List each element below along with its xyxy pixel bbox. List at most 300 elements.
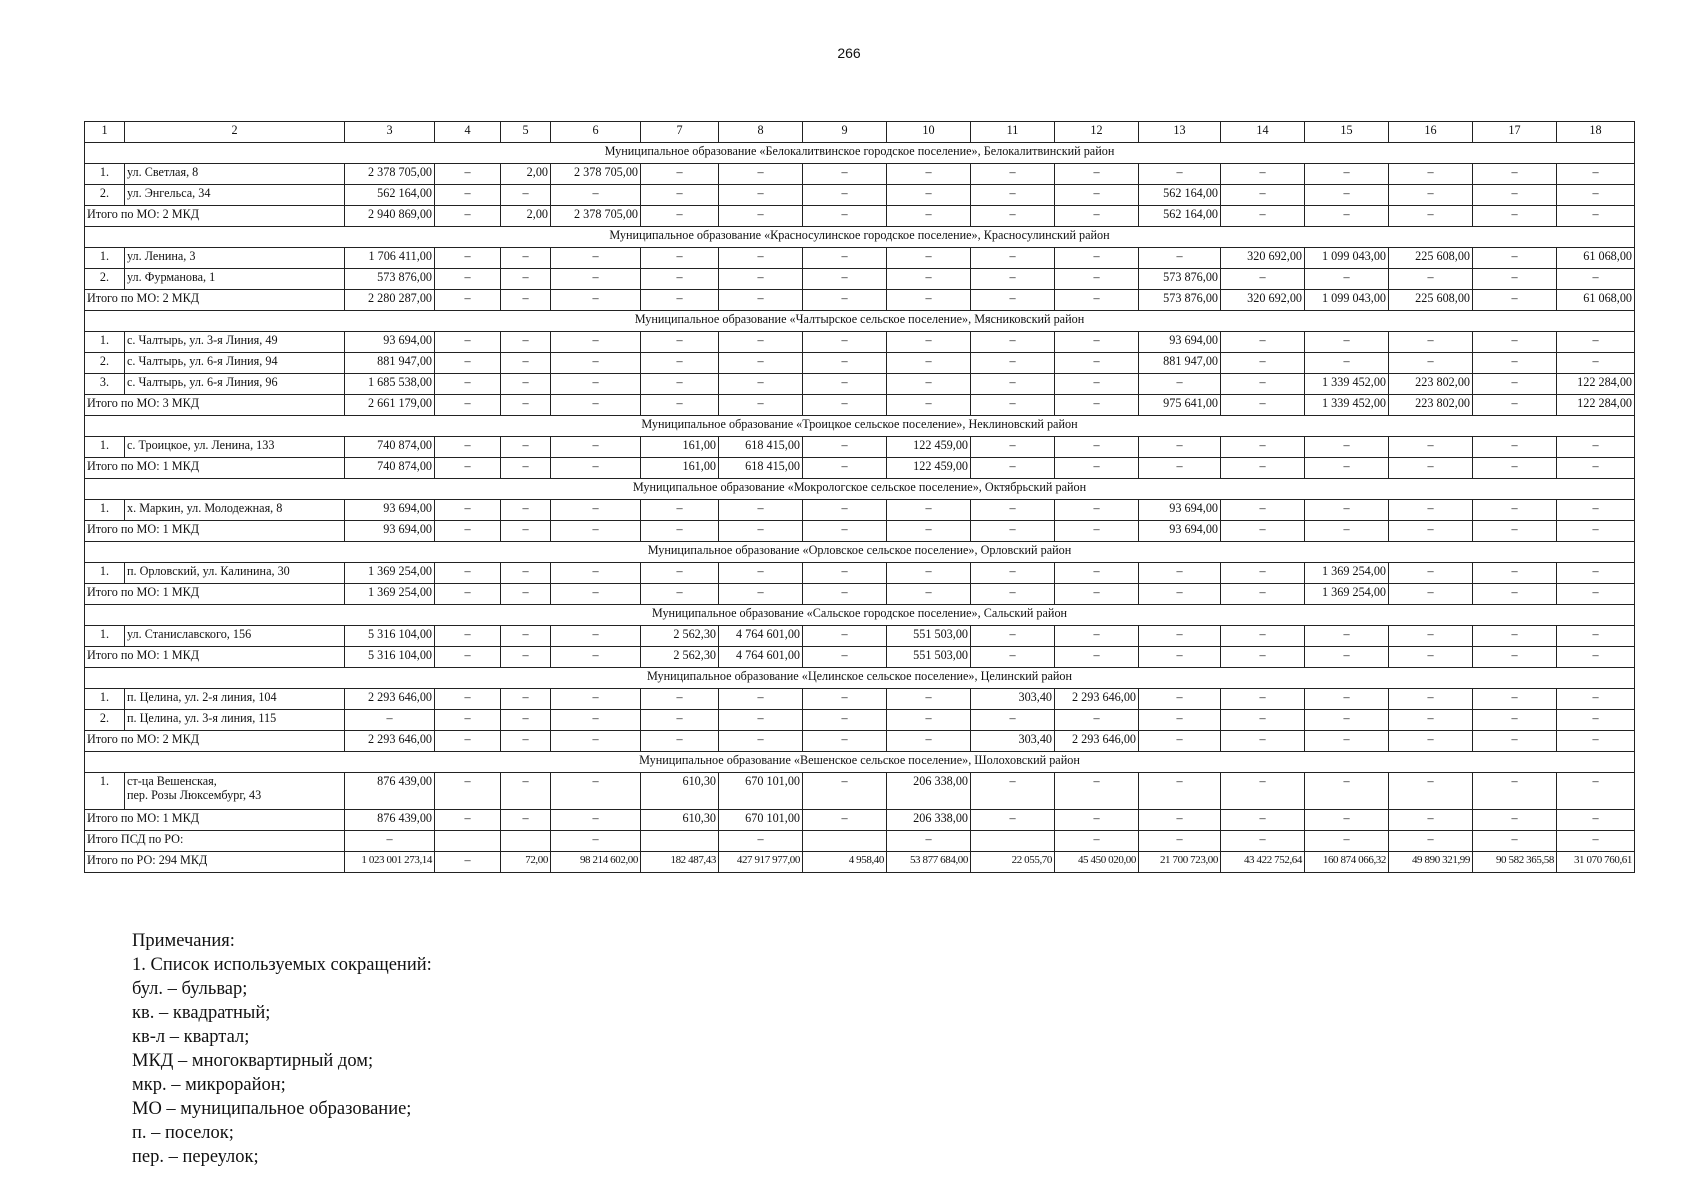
- table-cell: –: [1055, 164, 1139, 185]
- table-cell: –: [435, 185, 501, 206]
- table-cell: –: [501, 185, 551, 206]
- table-cell: –: [1055, 269, 1139, 290]
- table-cell: –: [1557, 458, 1635, 479]
- table-cell: –: [1221, 584, 1305, 605]
- table-cell: 2 661 179,00: [345, 395, 435, 416]
- table-cell: 61 068,00: [1557, 248, 1635, 269]
- table-cell: –: [551, 521, 641, 542]
- table-cell: 2 378 705,00: [345, 164, 435, 185]
- table-cell: –: [803, 164, 887, 185]
- table-cell: –: [1305, 521, 1389, 542]
- table-cell: –: [1305, 773, 1389, 810]
- table-cell: 3.: [85, 374, 125, 395]
- table-cell: –: [501, 269, 551, 290]
- table-cell: –: [887, 164, 971, 185]
- table-cell: –: [803, 773, 887, 810]
- table-cell: –: [803, 731, 887, 752]
- table-cell: 206 338,00: [887, 773, 971, 810]
- table-cell: –: [641, 353, 719, 374]
- table-cell: Итого по МО: 2 МКД: [85, 206, 345, 227]
- total-row: [85, 290, 1635, 311]
- total-row: [85, 458, 1635, 479]
- table-cell: –: [1557, 647, 1635, 668]
- table-cell: 876 439,00: [345, 773, 435, 810]
- table-cell: –: [887, 290, 971, 311]
- table-row: [85, 353, 1635, 374]
- table-cell: –: [1305, 500, 1389, 521]
- table-cell: 1.: [85, 437, 125, 458]
- section-title-row: [85, 668, 1635, 689]
- table-cell: –: [435, 521, 501, 542]
- table-cell: [803, 831, 887, 852]
- table-cell: –: [1221, 731, 1305, 752]
- table-cell: 1.: [85, 164, 125, 185]
- table-cell: –: [1473, 353, 1557, 374]
- table-cell: 122 459,00: [887, 437, 971, 458]
- table-cell: –: [501, 437, 551, 458]
- table-row: [85, 269, 1635, 290]
- table-cell: –: [641, 269, 719, 290]
- table-cell: 2 940 869,00: [345, 206, 435, 227]
- table-cell: –: [1055, 563, 1139, 584]
- table-cell: –: [501, 647, 551, 668]
- table-cell: 182 487,43: [641, 852, 719, 873]
- table-cell: –: [803, 353, 887, 374]
- table-cell: –: [501, 773, 551, 810]
- table-cell: 4: [435, 122, 501, 143]
- table-cell: 1.: [85, 500, 125, 521]
- table-cell: –: [803, 290, 887, 311]
- table-cell: –: [435, 248, 501, 269]
- table-cell: 6: [551, 122, 641, 143]
- table-cell: 98 214 602,00: [551, 852, 641, 873]
- table-cell: 12: [1055, 122, 1139, 143]
- table-cell: 1.: [85, 773, 125, 810]
- table-cell: с. Чалтырь, ул. 6-я Линия, 94: [125, 353, 345, 374]
- table-cell: 122 284,00: [1557, 374, 1635, 395]
- table-cell: 4 764 601,00: [719, 647, 803, 668]
- table-cell: –: [1221, 521, 1305, 542]
- table-cell: –: [641, 374, 719, 395]
- table-cell: –: [971, 164, 1055, 185]
- table-cell: –: [1557, 689, 1635, 710]
- table-cell: Муниципальное образование «Вешенское сельское поселение», Шолоховский район: [85, 752, 1635, 773]
- table-cell: –: [551, 584, 641, 605]
- note-line: п. – поселок;: [132, 1123, 234, 1143]
- table-row: [85, 374, 1635, 395]
- table-cell: 4 764 601,00: [719, 626, 803, 647]
- table-cell: –: [1473, 164, 1557, 185]
- table-cell: –: [501, 689, 551, 710]
- table-cell: –: [719, 521, 803, 542]
- table-cell: 16: [1389, 122, 1473, 143]
- table-cell: Муниципальное образование «Мокрологское сельское поселение», Октябрьский район: [85, 479, 1635, 500]
- table-cell: –: [971, 773, 1055, 810]
- table-cell: –: [1389, 584, 1473, 605]
- section-title-row: [85, 479, 1635, 500]
- table-cell: Итого по РО: 294 МКД: [85, 852, 345, 873]
- table-cell: –: [1305, 810, 1389, 831]
- table-cell: –: [501, 710, 551, 731]
- table-cell: –: [887, 206, 971, 227]
- table-cell: –: [887, 332, 971, 353]
- table-cell: –: [1221, 374, 1305, 395]
- table-cell: 573 876,00: [1139, 269, 1221, 290]
- table-cell: –: [1305, 332, 1389, 353]
- table-cell: 573 876,00: [345, 269, 435, 290]
- table-cell: –: [1221, 164, 1305, 185]
- table-cell: –: [1389, 164, 1473, 185]
- table-cell: 1.: [85, 563, 125, 584]
- table-cell: ул. Станиславского, 156: [125, 626, 345, 647]
- table-cell: –: [1389, 437, 1473, 458]
- note-line: бул. – бульвар;: [132, 979, 248, 999]
- table-cell: Итого по МО: 3 МКД: [85, 395, 345, 416]
- table-cell: –: [887, 395, 971, 416]
- table-cell: –: [435, 852, 501, 873]
- table-cell: с. Чалтырь, ул. 3-я Линия, 49: [125, 332, 345, 353]
- table-cell: –: [887, 353, 971, 374]
- table-cell: 11: [971, 122, 1055, 143]
- table-cell: –: [435, 563, 501, 584]
- table-cell: –: [1473, 458, 1557, 479]
- table-cell: –: [1055, 584, 1139, 605]
- table-cell: –: [971, 185, 1055, 206]
- table-cell: –: [971, 437, 1055, 458]
- note-line: пер. – переулок;: [132, 1147, 259, 1167]
- table-cell: Итого по МО: 2 МКД: [85, 290, 345, 311]
- table-cell: 618 415,00: [719, 437, 803, 458]
- table-cell: 2.: [85, 269, 125, 290]
- table-cell: 122 284,00: [1557, 395, 1635, 416]
- table-cell: 2.: [85, 185, 125, 206]
- table-cell: 2 562,30: [641, 626, 719, 647]
- table-cell: –: [551, 458, 641, 479]
- table-cell: –: [1557, 437, 1635, 458]
- table-cell: –: [1055, 395, 1139, 416]
- table-cell: –: [1557, 563, 1635, 584]
- table-cell: 13: [1139, 122, 1221, 143]
- table-cell: 72,00: [501, 852, 551, 873]
- table-cell: –: [803, 185, 887, 206]
- table-cell: 9: [803, 122, 887, 143]
- table-cell: 223 802,00: [1389, 395, 1473, 416]
- section-title-row: [85, 605, 1635, 626]
- note-line: МКД – многоквартирный дом;: [132, 1051, 374, 1071]
- table-row: [85, 164, 1635, 185]
- table-cell: –: [1055, 437, 1139, 458]
- table-cell: –: [1221, 437, 1305, 458]
- table-cell: –: [719, 831, 803, 852]
- table-cell: ул. Энгельса, 34: [125, 185, 345, 206]
- table-cell: –: [1055, 810, 1139, 831]
- table-cell: 740 874,00: [345, 437, 435, 458]
- table-cell: 31 070 760,61: [1557, 852, 1635, 873]
- table-cell: –: [887, 500, 971, 521]
- total-row: [85, 647, 1635, 668]
- table-cell: Муниципальное образование «Красносулинское городское поселение», Красносулинский район: [85, 227, 1635, 248]
- table-cell: 1 369 254,00: [345, 584, 435, 605]
- table-cell: –: [551, 332, 641, 353]
- table-cell: –: [971, 563, 1055, 584]
- table-cell: –: [551, 269, 641, 290]
- table-cell: –: [435, 395, 501, 416]
- table-cell: 223 802,00: [1389, 374, 1473, 395]
- table-cell: 10: [887, 122, 971, 143]
- table-cell: –: [435, 353, 501, 374]
- table-cell: –: [1389, 810, 1473, 831]
- table-cell: 17: [1473, 122, 1557, 143]
- table-cell: –: [641, 731, 719, 752]
- table-cell: –: [501, 353, 551, 374]
- table-cell: –: [971, 206, 1055, 227]
- table-cell: 1 685 538,00: [345, 374, 435, 395]
- table-cell: –: [1305, 269, 1389, 290]
- table-cell: –: [1389, 731, 1473, 752]
- table-cell: –: [803, 584, 887, 605]
- table-cell: –: [1305, 164, 1389, 185]
- table-cell: –: [803, 248, 887, 269]
- table-cell: –: [719, 563, 803, 584]
- table-cell: –: [1055, 773, 1139, 810]
- table-cell: –: [1221, 458, 1305, 479]
- table-cell: –: [1473, 831, 1557, 852]
- table-cell: –: [971, 374, 1055, 395]
- table-cell: 618 415,00: [719, 458, 803, 479]
- table-cell: –: [1139, 437, 1221, 458]
- table-cell: –: [1139, 831, 1221, 852]
- total-row: [85, 731, 1635, 752]
- table-cell: –: [1221, 332, 1305, 353]
- table-cell: –: [1305, 831, 1389, 852]
- table-cell: –: [1221, 689, 1305, 710]
- table-cell: –: [501, 584, 551, 605]
- table-cell: Итого по МО: 2 МКД: [85, 731, 345, 752]
- table-cell: 562 164,00: [345, 185, 435, 206]
- table-cell: –: [1139, 584, 1221, 605]
- table-cell: –: [1389, 185, 1473, 206]
- table-cell: –: [1055, 332, 1139, 353]
- table-cell: 320 692,00: [1221, 248, 1305, 269]
- table-cell: 2 378 705,00: [551, 206, 641, 227]
- table-cell: 2,00: [501, 164, 551, 185]
- table-cell: –: [1473, 584, 1557, 605]
- table-cell: 93 694,00: [1139, 521, 1221, 542]
- table-cell: 610,30: [641, 810, 719, 831]
- table-cell: –: [719, 500, 803, 521]
- table-cell: –: [1139, 689, 1221, 710]
- table-cell: 1 369 254,00: [1305, 563, 1389, 584]
- table-cell: –: [551, 353, 641, 374]
- table-cell: Муниципальное образование «Чалтырское сельское поселение», Мясниковский район: [85, 311, 1635, 332]
- table-cell: –: [971, 521, 1055, 542]
- table-row: [85, 248, 1635, 269]
- table-cell: –: [1055, 374, 1139, 395]
- table-cell: 7: [641, 122, 719, 143]
- table-cell: –: [435, 269, 501, 290]
- table-cell: –: [1473, 290, 1557, 311]
- table-cell: –: [1221, 185, 1305, 206]
- table-cell: –: [719, 731, 803, 752]
- table-cell: –: [803, 563, 887, 584]
- table-cell: –: [719, 584, 803, 605]
- table-cell: –: [551, 290, 641, 311]
- table-cell: 14: [1221, 122, 1305, 143]
- psd-total-row: [85, 831, 1635, 852]
- table-cell: 1 706 411,00: [345, 248, 435, 269]
- table-cell: 2.: [85, 710, 125, 731]
- table-cell: –: [551, 437, 641, 458]
- table-cell: –: [719, 164, 803, 185]
- table-cell: Итого по МО: 1 МКД: [85, 810, 345, 831]
- table-cell: –: [803, 521, 887, 542]
- table-cell: –: [1473, 563, 1557, 584]
- table-cell: –: [435, 647, 501, 668]
- table-cell: –: [1055, 353, 1139, 374]
- table-cell: –: [1139, 164, 1221, 185]
- table-cell: 93 694,00: [1139, 500, 1221, 521]
- table-cell: –: [1473, 521, 1557, 542]
- table-cell: 225 608,00: [1389, 248, 1473, 269]
- table-cell: –: [887, 248, 971, 269]
- table-cell: –: [1221, 626, 1305, 647]
- table-cell: 1 339 452,00: [1305, 395, 1389, 416]
- table-cell: –: [435, 584, 501, 605]
- table-cell: –: [719, 185, 803, 206]
- table-cell: 573 876,00: [1139, 290, 1221, 311]
- table-cell: –: [551, 731, 641, 752]
- table-cell: –: [1557, 521, 1635, 542]
- table-cell: –: [1055, 206, 1139, 227]
- table-cell: 21 700 723,00: [1139, 852, 1221, 873]
- table-cell: ст-ца Вешенская, пер. Розы Люксембург, 43: [125, 773, 345, 810]
- table-cell: –: [641, 563, 719, 584]
- table-cell: –: [435, 500, 501, 521]
- table-cell: –: [435, 773, 501, 810]
- table-cell: 161,00: [641, 458, 719, 479]
- table-cell: –: [501, 521, 551, 542]
- table-cell: –: [1305, 626, 1389, 647]
- table-row: [85, 773, 1635, 810]
- table-cell: –: [1221, 710, 1305, 731]
- table-cell: –: [1055, 831, 1139, 852]
- table-cell: 303,40: [971, 731, 1055, 752]
- table-row: [85, 185, 1635, 206]
- table-cell: –: [887, 731, 971, 752]
- table-cell: 1.: [85, 332, 125, 353]
- table-cell: 8: [719, 122, 803, 143]
- table-cell: –: [803, 500, 887, 521]
- section-title-row: [85, 542, 1635, 563]
- table-cell: –: [971, 395, 1055, 416]
- table-cell: 320 692,00: [1221, 290, 1305, 311]
- total-row: [85, 206, 1635, 227]
- section-title-row: [85, 416, 1635, 437]
- table-cell: ул. Светлая, 8: [125, 164, 345, 185]
- table-row: [85, 437, 1635, 458]
- table-cell: 1 369 254,00: [1305, 584, 1389, 605]
- table-cell: –: [887, 269, 971, 290]
- table-cell: –: [1473, 500, 1557, 521]
- table-cell: с. Троицкое, ул. Ленина, 133: [125, 437, 345, 458]
- table-cell: –: [1557, 810, 1635, 831]
- table-cell: –: [1139, 626, 1221, 647]
- table-row: [85, 332, 1635, 353]
- table-cell: –: [641, 290, 719, 311]
- table-cell: –: [501, 248, 551, 269]
- table-cell: –: [887, 689, 971, 710]
- table-cell: 2 293 646,00: [1055, 731, 1139, 752]
- table-row: [85, 689, 1635, 710]
- table-cell: 160 874 066,32: [1305, 852, 1389, 873]
- table-cell: –: [501, 395, 551, 416]
- table-cell: –: [641, 500, 719, 521]
- table-cell: –: [1389, 647, 1473, 668]
- table-cell: –: [551, 185, 641, 206]
- table-cell: –: [971, 332, 1055, 353]
- table-cell: –: [641, 521, 719, 542]
- table-cell: Итого по МО: 1 МКД: [85, 584, 345, 605]
- table-cell: 4 958,40: [803, 852, 887, 873]
- table-cell: –: [971, 584, 1055, 605]
- table-cell: –: [1557, 500, 1635, 521]
- table-cell: –: [803, 395, 887, 416]
- notes-heading: Примечания:: [132, 931, 235, 951]
- table-cell: п. Орловский, ул. Калинина, 30: [125, 563, 345, 584]
- table-cell: –: [501, 563, 551, 584]
- table-cell: 90 582 365,58: [1473, 852, 1557, 873]
- table-cell: –: [1221, 831, 1305, 852]
- table-cell: –: [1389, 626, 1473, 647]
- section-title-row: [85, 752, 1635, 773]
- table-cell: ул. Ленина, 3: [125, 248, 345, 269]
- table-cell: 2 293 646,00: [345, 731, 435, 752]
- table-cell: –: [971, 353, 1055, 374]
- grand-total-row: [85, 852, 1635, 873]
- table-cell: –: [971, 269, 1055, 290]
- note-line: мкр. – микрорайон;: [132, 1075, 286, 1095]
- table-cell: –: [1221, 773, 1305, 810]
- table-cell: 740 874,00: [345, 458, 435, 479]
- table-cell: Муниципальное образование «Белокалитвинское городское поселение», Белокалитвинский район: [85, 143, 1635, 164]
- table-cell: –: [971, 710, 1055, 731]
- table-cell: –: [1221, 269, 1305, 290]
- table-cell: –: [971, 248, 1055, 269]
- table-cell: Муниципальное образование «Целинское сельское поселение», Целинский район: [85, 668, 1635, 689]
- table-cell: –: [1389, 831, 1473, 852]
- table-cell: Итого по МО: 1 МКД: [85, 521, 345, 542]
- table-cell: –: [1473, 773, 1557, 810]
- table-cell: 1 099 043,00: [1305, 248, 1389, 269]
- table-cell: –: [1139, 810, 1221, 831]
- section-title-row: [85, 227, 1635, 248]
- table-cell: –: [1055, 710, 1139, 731]
- table-cell: –: [971, 626, 1055, 647]
- table-cell: –: [887, 521, 971, 542]
- table-cell: –: [1055, 521, 1139, 542]
- table-cell: –: [551, 647, 641, 668]
- table-cell: п. Целина, ул. 3-я линия, 115: [125, 710, 345, 731]
- table-cell: 5 316 104,00: [345, 626, 435, 647]
- total-row: [85, 521, 1635, 542]
- table-cell: –: [1389, 269, 1473, 290]
- table-cell: 5: [501, 122, 551, 143]
- table-cell: 670 101,00: [719, 773, 803, 810]
- table-cell: –: [435, 689, 501, 710]
- table-cell: –: [719, 689, 803, 710]
- table-cell: Итого по МО: 1 МКД: [85, 647, 345, 668]
- table-cell: Итого по МО: 1 МКД: [85, 458, 345, 479]
